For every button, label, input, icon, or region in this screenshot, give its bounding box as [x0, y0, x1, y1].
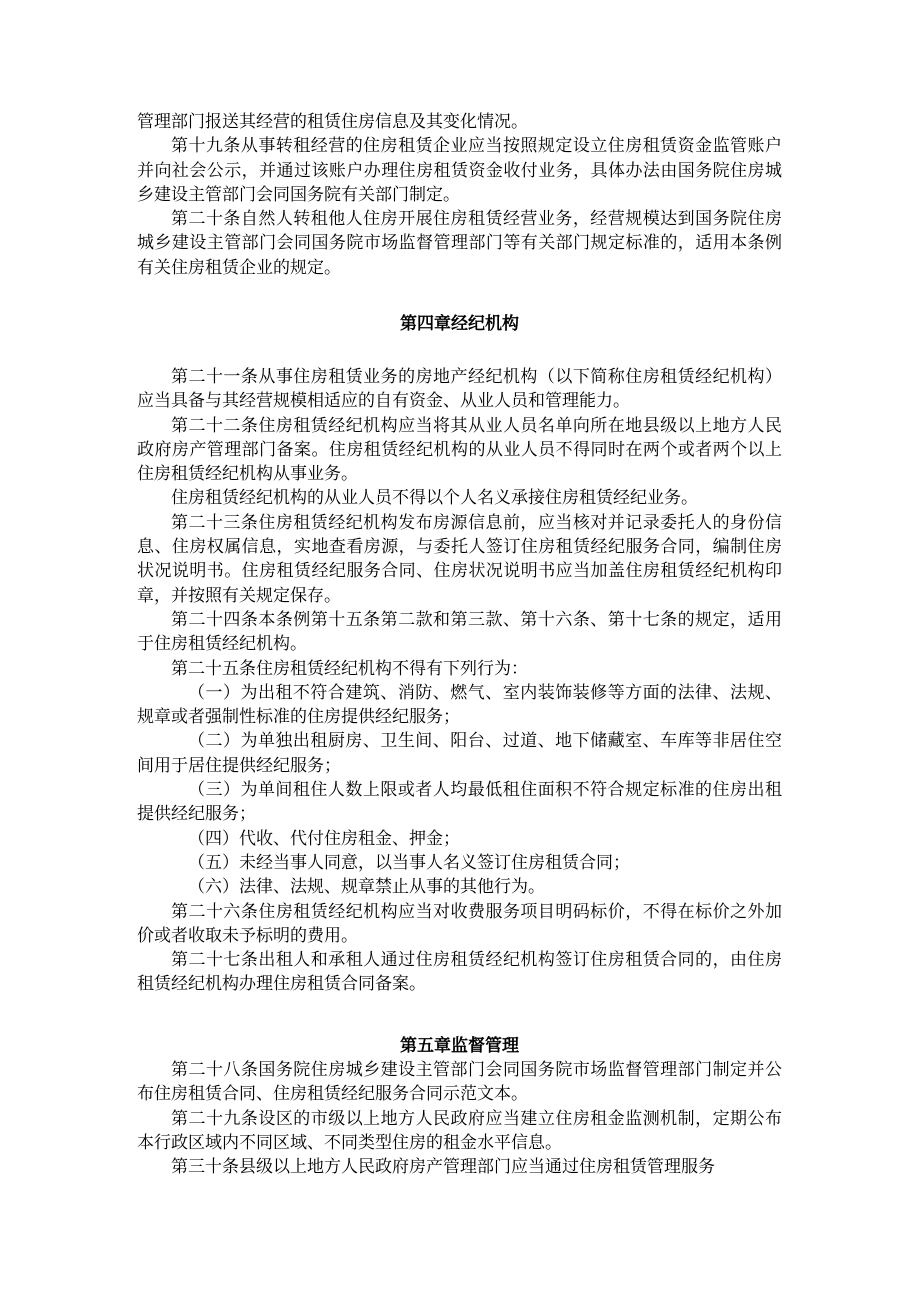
article-26: 第二十六条住房租赁经纪机构应当对收费服务项目明码标价，不得在标价之外加价或者收取未予标明的费用。: [137, 901, 782, 946]
article-29: 第二十九条设区的市级以上地方人民政府应当建立住房租金监测机制，定期公布本行政区域内不同区域、不同类型住房的租金水平信息。: [137, 1108, 782, 1153]
article-22: 第二十二条住房租赁经纪机构应当将其从业人员名单向所在地县级以上地方人民政府房产管理部门备案。住房租赁经纪机构的从业人员不得同时在两个或者两个以上住房租赁经纪机构从事业务。: [137, 415, 782, 485]
paragraph-continuation: 管理部门报送其经营的租赁住房信息及其变化情况。: [137, 112, 528, 132]
chapter-4-body: [137, 365, 782, 997]
article-19: 第十九条从事转租经营的住房租赁企业应当按照规定设立住房租赁资金监管账户并向社会公示，并通过该账户办理住房租赁资金收付业务，具体办法由国务院住房城乡建设主管部门会同国务院有关部门制定。: [137, 136, 782, 205]
chapter-4-title: 第四章经纪机构: [400, 314, 519, 334]
article-25-item-6: （六）法律、法规、规章禁止从事的其他行为。: [188, 877, 545, 898]
chapter-5-body: [137, 1058, 782, 1179]
chapter-5-title: 第五章监督管理: [400, 1036, 519, 1056]
article-27: 第二十七条出租人和承租人通过住房租赁经纪机构签订住房租赁合同的，由住房租赁经纪机构办理住房租赁合同备案。: [137, 950, 782, 995]
article-25-item-1: （一）为出租不符合建筑、消防、燃气、室内装饰装修等方面的法律、法规、规章或者强制性标准的住房提供经纪服务；: [137, 682, 782, 728]
article-25-item-2: （二）为单独出租厨房、卫生间、阳台、过道、地下储藏室、车库等非居住空间用于居住提供经纪服务；: [137, 731, 782, 776]
article-30: 第三十条县级以上地方人民政府房产管理部门应当通过住房租赁管理服务: [171, 1157, 715, 1178]
article-25: 第二十五条住房租赁经纪机构不得有下列行为：: [171, 658, 528, 679]
article-25-item-5: （五）未经当事人同意，以当事人名义签订住房租赁合同；: [188, 852, 630, 873]
article-20: 第二十条自然人转租他人住房开展住房租赁经营业务，经营规模达到国务院住房城乡建设主管部门会同国务院市场监督管理部门等有关部门规定标准的，适用本条例有关住房租赁企业的规定。: [137, 209, 782, 278]
section-top: [137, 110, 782, 280]
article-24: 第二十四条本条例第十五条第二款和第三款、第十六条、第十七条的规定，适用于住房租赁经纪机构。: [137, 609, 782, 655]
article-28: 第二十八条国务院住房城乡建设主管部门会同国务院市场监督管理部门制定并公布住房租赁合同、住房租赁经纪服务合同示范文本。: [137, 1060, 782, 1105]
article-21: 第二十一条从事住房租赁业务的房地产经纪机构（以下简称住房租赁经纪机构）应当具备与其经营规模相适应的自有资金、从业人员和管理能力。: [137, 367, 782, 412]
article-25-item-4: （四）代收、代付住房租金、押金；: [188, 828, 460, 849]
article-25-item-3: （三）为单间租住人数上限或者人均最低租住面积不符合规定标准的住房出租提供经纪服务；: [137, 780, 782, 825]
article-22-para-2: 住房租赁经纪机构的从业人员不得以个人名义承接住房租赁经纪业务。: [171, 488, 698, 509]
article-23: 第二十三条住房租赁经纪机构发布房源信息前，应当核对并记录委托人的身份信息、住房权属信息，实地查看房源，与委托人签订住房租赁经纪服务合同，编制住房状况说明书。住房租赁经纪服务合同、住房状况说明书应当加盖住房租赁经纪机构印章，并按照有关规定保存。: [137, 512, 782, 606]
